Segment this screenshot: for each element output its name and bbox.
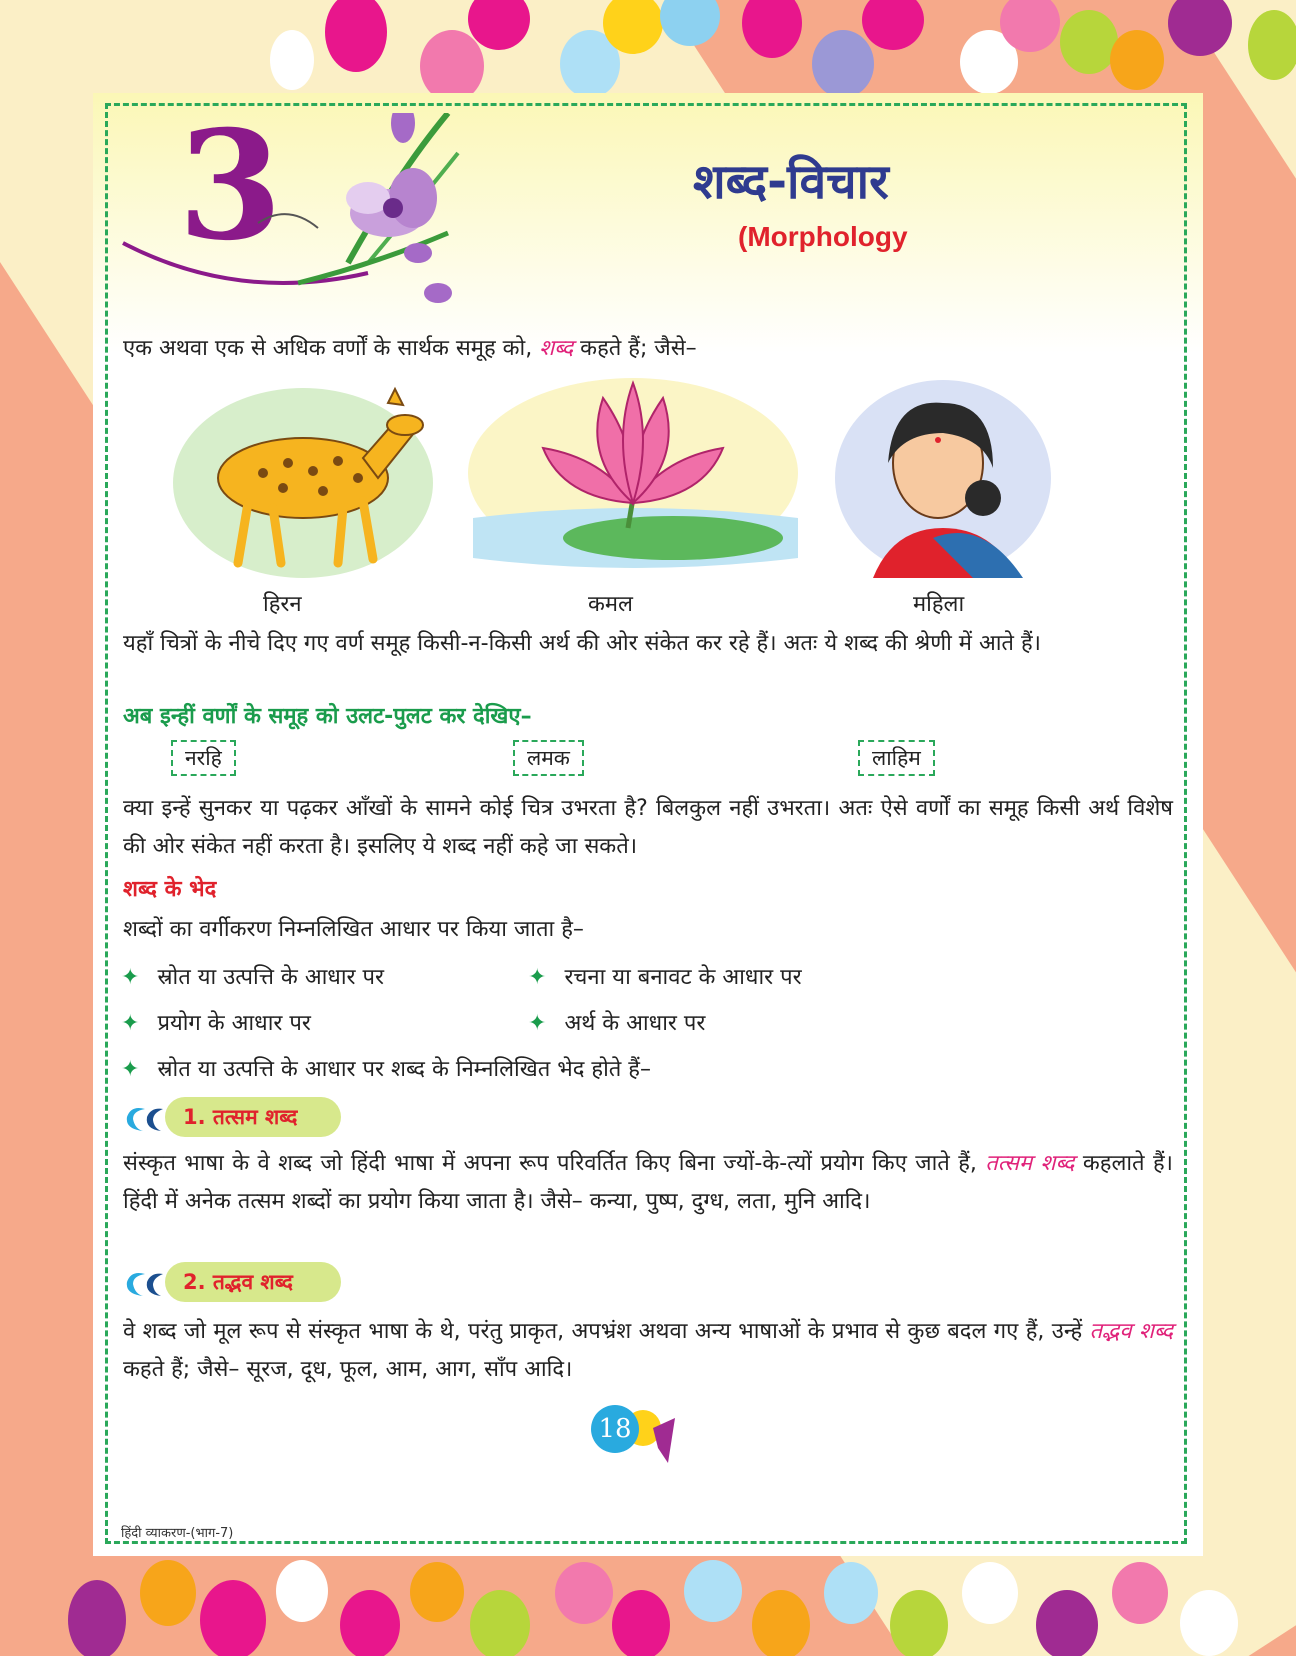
star-icon: ✦: [121, 1011, 140, 1036]
star-icon: ✦: [121, 1057, 140, 1082]
page-number: 18: [591, 1405, 639, 1453]
decorative-dot: [824, 1562, 878, 1624]
chapter-title: शब्द-विचार: [693, 154, 889, 210]
type-bullet: [121, 1007, 311, 1037]
type-label: रचना या बनावट के आधार पर: [564, 965, 802, 990]
decorative-dot: [276, 1560, 328, 1622]
tadbhav-text: वे शब्द जो मूल रूप से संस्कृत भाषा के थे, परंतु प्राकृत, अपभ्रंश अथवा अन्य भाषाओं के प्रभाव से कुछ बदल गए हैं, उन्हें: [123, 1319, 1090, 1344]
tatsam-highlight: तत्सम शब्द: [985, 1151, 1075, 1176]
decorative-dot: [890, 1590, 948, 1656]
decorative-dot: [1180, 1590, 1238, 1656]
section-label: 1. तत्सम शब्द: [165, 1097, 341, 1137]
decorative-dot: [684, 1560, 742, 1622]
woman-icon: [833, 378, 1053, 578]
scrambled-word: नरहि: [171, 740, 236, 776]
tadbhav-paragraph: [123, 1313, 1173, 1389]
decorative-dot: [962, 1562, 1018, 1624]
decorative-dot: [1000, 0, 1060, 52]
chapter-subtitle: (Morphology: [738, 221, 908, 252]
picture-caption: हिरन: [263, 592, 302, 617]
intro-highlight: शब्द: [539, 336, 574, 361]
decorative-dot: [200, 1580, 266, 1656]
scrambled-word: लाहिम: [858, 740, 935, 776]
tadbhav-text-end: कहते हैं; जैसे– सूरज, दूध, फूल, आम, आग, साँप आदि।: [123, 1357, 573, 1382]
book-footer: हिंदी व्याकरण-(भाग-7): [121, 1526, 234, 1541]
tatsam-text: संस्कृत भाषा के वे शब्द जो हिंदी भाषा में अपना रूप परिवर्तित किए बिना ज्यों-के-त्यों प्रयोग किए जाते हैं,: [123, 1151, 986, 1176]
type-label: अर्थ के आधार पर: [564, 1011, 706, 1036]
tatsam-paragraph: [123, 1145, 1173, 1221]
type-bullet: [121, 961, 384, 991]
decorative-dot: [1112, 1562, 1168, 1624]
intro-paragraph: [123, 330, 1173, 368]
decorative-dot: [862, 0, 924, 50]
chapter-number: 3: [178, 98, 283, 274]
textbook-page: [93, 93, 1203, 1556]
flower-decoration-icon: [118, 98, 478, 313]
decorative-dot: [140, 1560, 196, 1626]
source-label: स्रोत या उत्पत्ति के आधार पर शब्द के निम्नलिखित भेद होते हैं–: [157, 1057, 651, 1082]
types-intro: शब्दों का वर्गीकरण निम्नलिखित आधार पर किया जाता है–: [123, 917, 584, 942]
decorative-dot: [752, 1590, 810, 1656]
decorative-dot: [420, 30, 484, 102]
intro-text-end: कहते हैं; जैसे–: [573, 336, 697, 361]
decorative-dot: [410, 1562, 464, 1622]
scramble-paragraph: क्या इन्हें सुनकर या पढ़कर आँखों के सामने कोई चित्र उभरता है? बिलकुल नहीं उभरता। अतः ऐसे वर्णों का समूह किसी अर्थ विशेष की ओर संकेत नहीं करता है। इसलिए ये शब्द नहीं कहे जा सकते।: [123, 796, 1173, 859]
decorative-dot: [1036, 1590, 1098, 1656]
decorative-dot: [742, 0, 802, 58]
type-bullet: [528, 1007, 705, 1037]
types-heading: शब्द के भेद: [123, 877, 217, 902]
section-label: 2. तद्भव शब्द: [165, 1262, 341, 1302]
decorative-dot: [340, 1590, 400, 1656]
intro-text: एक अथवा एक से अधिक वर्णों के सार्थक समूह को,: [123, 336, 540, 361]
decorative-dot: [612, 1590, 670, 1656]
deer-icon: [173, 383, 433, 583]
swirl-icon: [123, 1268, 167, 1298]
picture-caption: महिला: [913, 592, 965, 617]
decorative-dot: [555, 1562, 613, 1624]
decorative-dot: [470, 1590, 530, 1656]
tadbhav-highlight: तद्भव शब्द: [1089, 1319, 1174, 1344]
decorative-dot: [68, 1580, 126, 1656]
type-label: प्रयोग के आधार पर: [157, 1011, 311, 1036]
decorative-dot: [1248, 10, 1296, 80]
type-label: स्रोत या उत्पत्ति के आधार पर: [157, 965, 385, 990]
swirl-icon: [123, 1103, 167, 1133]
decorative-dot: [270, 30, 314, 90]
type-bullet: [528, 961, 802, 991]
picture-caption: कमल: [588, 592, 633, 617]
decorative-dot: [1110, 30, 1164, 90]
tatsam-text-end: कहलाते हैं। हिंदी में अनेक तत्सम शब्दों का प्रयोग किया जाता है। जैसे– कन्या, पुष्प, दुग्ध, लता, मुनि आदि।: [123, 1151, 1174, 1214]
explanation-paragraph: यहाँ चित्रों के नीचे दिए गए वर्ण समूह किसी-न-किसी अर्थ की ओर संकेत कर रहे हैं। अतः ये शब्द की श्रेणी में आते हैं।: [123, 631, 1041, 656]
star-icon: ✦: [121, 965, 140, 990]
scramble-heading: अब इन्हीं वर्णों के समूह को उलट-पुलट कर देखिए–: [123, 704, 532, 729]
source-bullet: [121, 1053, 651, 1083]
decorative-dot: [812, 30, 874, 98]
star-icon: ✦: [528, 1011, 547, 1036]
star-icon: ✦: [528, 965, 547, 990]
scrambled-word: लमक: [513, 740, 584, 776]
lotus-icon: [463, 378, 803, 578]
